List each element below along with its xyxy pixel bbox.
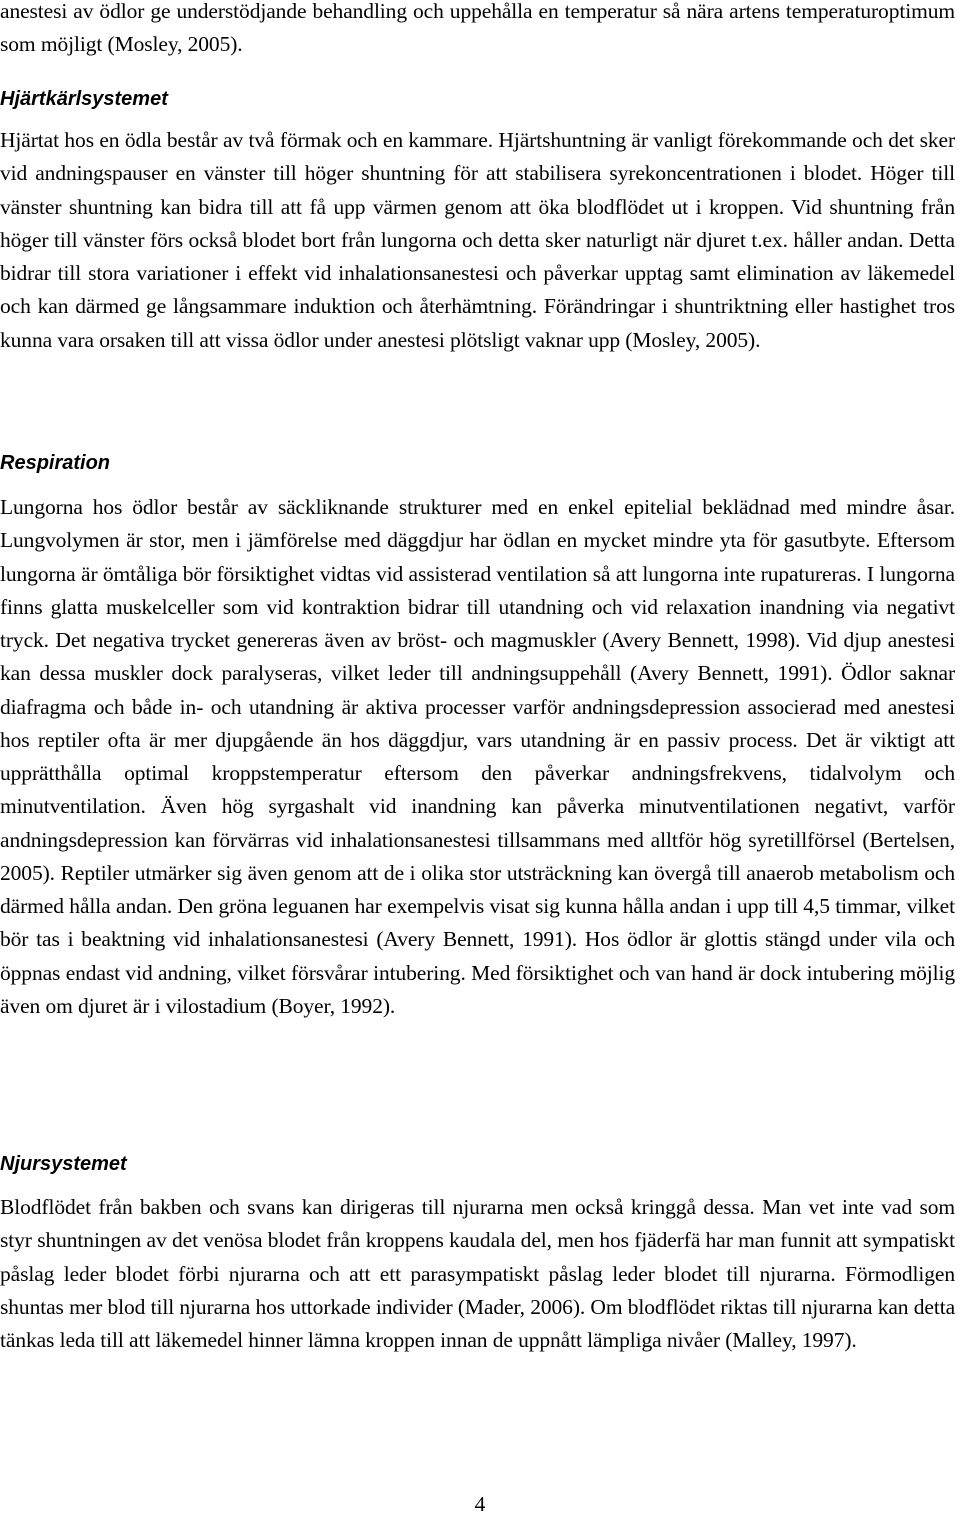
paragraph-respiration: Lungorna hos ödlor består av säckliknande strukturer med en enkel epitelial beklädnad med mindre åsar. Lungvolymen är stor, men i jämförelse med däggdjur har ödlan en mycket mindre yta för gasutbyte. Eftersom lungorna är ömtåliga bör försiktighet vidtas vid assisterad ventilation så att lungorna inte rupatureras. I lungorna finns glatta muskelceller som vid kontraktion bidrar till utandning och vid relaxation inandning via negativt tryck. Det negativa trycket genereras även av bröst- och magmuskler (Avery Bennett, 1998). Vid djup anestesi kan dessa muskler dock paralyseras, vilket leder till andningsuppehåll (Avery Bennett, 1991). Ödlor saknar diafragma och både in- och utandning är aktiva processer varför andningsdepression associerad med anestesi hos reptiler ofta är mer djupgående än hos däggdjur, vars utandning är en passiv process. Det är viktigt att upprätthålla optimal kroppstemperatur eftersom den påverkar andningsfrekvens, tidalvolym och minutventilation. Även hög syrgashalt vid inandning kan påverka minutventilationen negativt, varför andningsdepression kan förvärras vid inhalationsanestesi tillsammans med alltför hög syretillförsel (Bertelsen, 2005). Reptiler utmärker sig även genom att de i olika stor utsträckning kan övergå till anaerob metabolism och därmed hålla andan. Den gröna leguanen har exempelvis visat sig kunna hålla andan i upp till 4,5 timmar, vilket bör tas i beaktning vid inhalationsanestesi (Avery Bennett, 1991). Hos ödlor är glottis stängd under vila och öppnas endast vid andning, vilket försvårar intubering. Med försiktighet och van hand är dock intubering möjlig även om djuret är i vilostadium (Boyer, 1992).: [0, 495, 955, 1018]
heading-njursystemet: Njursystemet: [0, 1153, 127, 1175]
paragraph-intro: anestesi av ödlor ge understödjande behandling och uppehålla en temperatur så nära artens temperaturoptimum som möjligt (Mosley, 2005).: [0, 0, 955, 57]
paragraph-njursystemet: Blodflödet från bakben och svans kan dirigeras till njurarna men också kringgå dessa. Man vet inte vad som styr shuntningen av det venösa blodet från kroppens kaudala del, men hos fjäderfä har man funnit att sympatiskt påslag leder blodet förbi njurarna och att ett parasympatiskt påslag leder blodet till njurarna. Förmodligen shuntas mer blod till njurarna hos uttorkade individer (Mader, 2006). Om blodflödet riktas till njurarna kan detta tänkas leda till att läkemedel hinner lämna kroppen innan de uppnått lämpliga nivåer (Malley, 1997).: [0, 1195, 956, 1352]
paragraph-hjartkarlsystemet: Hjärtat hos en ödla består av två förmak och en kammare. Hjärtshuntning är vanligt förekommande och det sker vid andningspauser en vänster till höger shuntning för att stabilisera syrekoncentrationen i blodet. Höger till vänster shuntning kan bidra till att få upp värmen genom att öka blodflödet ut i kroppen. Vid shuntning från höger till vänster förs också blodet bort från lungorna och detta sker naturligt när djuret t.ex. håller andan. Detta bidrar till stora variationer i effekt vid inhalationsanestesi och påverkar upptag samt elimination av läkemedel och kan därmed ge långsammare induktion och återhämtning. Förändringar i shuntriktning eller hastighet tros kunna vara orsaken till att vissa ödlor under anestesi plötsligt vaknar upp (Mosley, 2005).: [0, 128, 955, 352]
page-number: 4: [474, 1492, 486, 1516]
heading-respiration: Respiration: [0, 452, 111, 474]
heading-hjartkarlsystemet: Hjärtkärlsystemet: [0, 88, 168, 110]
